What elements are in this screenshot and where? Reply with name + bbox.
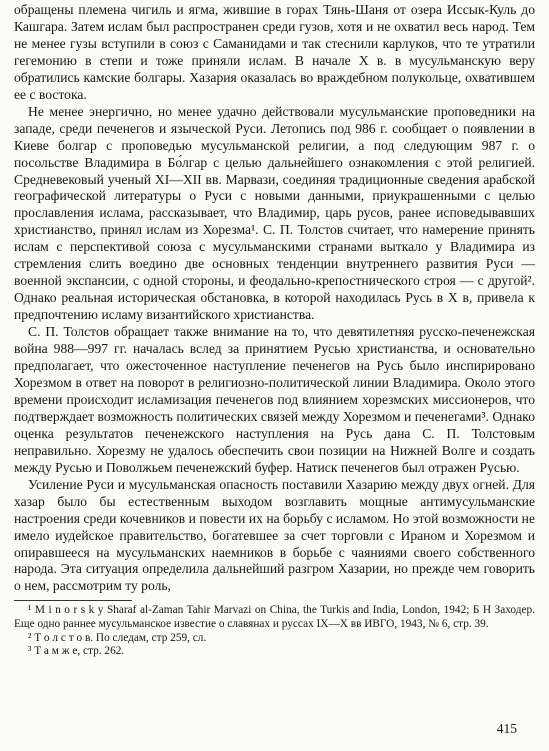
footnote-2: ² Т о л с т о в. По следам, стр 259, сл.: [28, 631, 207, 644]
paragraph-3: С. П. Толстов обращает также внимание на то, что девятилетняя русско-печенежская война 988—997 гг. началась вслед за принятием Русью христианства, и основательно предполагает, что ожесточенное наступление печенегов на Русь было инспирировано Хорезмом в ответ на поворот в религиозно-политической линии Владимира. Около этого времени происходит исламизация печенегов под влиянием хорезмских миссионеров, что подтверждает возможность политических связей между Хорезмом и печенегами³. Однако оценка результатов печенежского наступления на Русь дана С. П. Толстовым неправильно. Хорезму не удалось обеспечить свои позиции на Нижней Волге и создать между Русью и Поволжьем печенежский буфер. Натиск печенегов был отражен Русью.: [14, 324, 535, 475]
footnote-separator: [14, 600, 132, 601]
footnotes: [14, 604, 535, 658]
main-text: [14, 2, 535, 595]
paragraph-1: обращены племена чигиль и ягма, жившие в горах Тянь-Шаня от озера Иссык-Куль до Кашгара. Затем ислам был распространен среди гузов, хотя и не охватил весь народ. Тем не менее гузы вступили в союз с Саманидами и так стеснили карлуков, что те утратили гегемонию в степи и тоже приняли ислам. В начале X в. в мусульманскую веру обратились камские болгары. Хазария оказалась во враждебном полукольце, охватившем ее с востока.: [14, 2, 535, 102]
paragraph-2: Не менее энергично, но менее удачно действовали мусульманские проповедники на западе, среди печенегов и языческой Руси. Летопись под 986 г. сообщает о появлении в Киеве болгар с проповедью мусульманской религии, а под следующим 987 г. о посольстве Владимира в Бо́лгар с целью дальнейшего ознакомления с этой религией. Средневековый ученый XI—XII вв. Марвази, соединяя традиционные сведения арабской географической литературы о Руси с новыми данными, приукрашенными с целью прославления ислама, рассказывает, что Владимир, царь русов, ранее исповедывавших христианство, принял ислам из Хорезма¹. С. П. Толстов считает, что намерение принять ислам с перспективой союза с мусульманскими странами выткало у Владимира из стремления слить воедино две основных тенденции внутреннего развития Руси — военной экспансии, с одной стороны, и феодально-крепостнического строя — с другой². Однако реальная историческая обстановка, в которой находилась Русь в X в, привела к предпочтению исламу византийского христианства.: [14, 103, 535, 323]
footnote-3: ³ Т а м ж е, стр. 262.: [28, 645, 125, 658]
paragraph-4: Усиление Руси и мусульманская опасность поставили Хазарию между двух огней. Для хазар было бы естественным выходом возглавить мощные антимусульманские настроения среди кочевников и повести их на борьбу с исламом. Но этой возможности не имело иудейское правительство, богатевшее за счет торговли с Ираном и Хорезмом и опиравшееся на мусульманских наемников в борьбе с чаяниями своего собственного народа. Эта ситуация определила дальнейший разгром Хазарии, но прежде чем говорить о нем, рассмотрим ту роль,: [14, 476, 535, 594]
page-number: 415: [496, 721, 517, 736]
footnote-1: ¹ M i n o r s k y Sharaf al-Zaman Tahir Marvazi on China, the Turkis and India, London, 1942; Б Н Заходер. Еще одно раннее мусульманское известие о славянах и руссах IX—X вв ИВГО, 1943, № 6, стр. 39.: [14, 604, 535, 630]
